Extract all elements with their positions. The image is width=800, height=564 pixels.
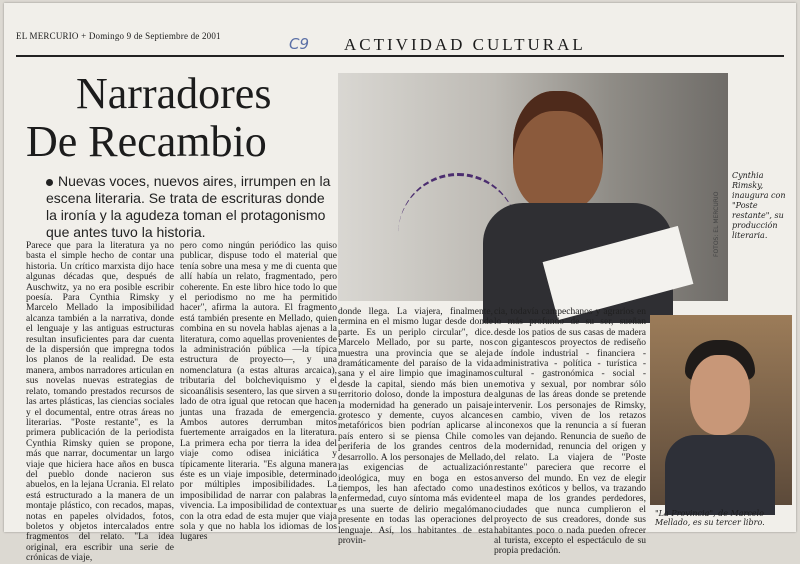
- lead-text: Nuevas voces, nuevos aires, irrumpen en la escena literaria. Se trata de escrituras donde la ironía y la agudeza toman el protagonismo que antes tuvo la historia.: [46, 173, 331, 240]
- body-text-col2: pero como ningún periódico las quiso publicar, dispuse todo el material que tenía sobre una mesa y me di cuenta que allí había un relato, fragmentado, pero coherente. En este libro hice todo lo que el periodismo no me ha permitido hacer", afirma la autora. El fragmento está también presente en Mellado, quien combina en su novela hablas ajenas a la literatura, como aquellas provenientes de la administración pública —la típica estructura de proyecto—, y una nomenclatura (a estas alturas arcaica), tributaria del bolcheviquismo y el sicoanálisis sesentero, las que sirven a su lado de otra igual que retocan que hacen juntas una frazada de emergencia. Ambos autores derrumban mitos fuertemente arraigados en la literatura. La primera echa por tierra la idea del viaje como odisea iniciática y típicamente literaria. "Es alguna manera éste es un viaje imposible, determinado por múltiples imposibilidades. La imposibilidad de narrar con palabras la vivencia. La imposibilidad de contextuar con la otra edad de esta mujer que viaja sola y que no habla los idiomas de los lugares: [180, 241, 337, 543]
- masthead-separator: +: [81, 31, 89, 41]
- masthead-line: [16, 31, 246, 41]
- body-column-2: [180, 241, 337, 543]
- photo-caption-1: Cynthia Rimsky, inaugura con "Poste restante", su producción literaria.: [732, 171, 786, 240]
- body-text-col1: Parece que para la literatura ya no basta el simple hecho de contar una historia. Un crítico marxista dijo hace algunas décadas que, después de Auschwitz, ya no era posible escribir poesía. Para Cynthia Rimsky y Marcelo Mellado la imposibilidad alcanza también a la narrativa, donde el lenguaje y las antiguas estructuras resultan insuficientes para dar cuenta de la dispersión que impregna todos los planos de la realidad. De esta manera, ambos narradores articulan en sus novelas nuevas estrategias de relato, tomando prestados recursos de las artes plásticas, las ciencias sociales y el documental, entre otras áreas no literarias. "Poste restante", es la primera publicación de la periodista Cynthia Rimsky quien se propone, más que narrar, documentar un largo viaje que hiciera hace años en busca del pueblo donde nacieron sus abuelos, en la lejana Ucrania. El relato está estructurado a la manera de un montaje plástico, con recados, mapas, notas en papeles olvidados, fotos, boletos y objetos intercalados entre fragmentos del relato. "La idea original, era escribir una serie de crónicas de viaje,: [26, 241, 174, 564]
- bullet-icon: [46, 179, 53, 186]
- body-text-col4: cia, todavía campechanos y agrarios en lo más profundo de su ser, sueñan desde los patios de sus casas de madera con gigantescos proyectos de rediseño de índole industrial - financiera - administrativa - política - turística - cultural - gastronómica - social - emotiva y sexual, por nombrar sólo algunas de las áreas donde se pretende intervenir. Los personajes de Rimsky, en cambio, viven de los retazos inconexos que la renuncia a sí fueran les van dejando. Renuncia de sueño de la modernidad, renuncia del origen y del relato. La viajera de "Poste restante" pareciera que recorre el anverso del mundo. En vez de elegir destinos exóticos y bellos, va trazando el mapa de los grandes perdedores, ciudades que nunca cumplieron el proyecto de sus creadores, donde sus habitantes poco o nada pueden ofrecer al turista, excepto el espectáculo de su propia predación.: [494, 307, 646, 557]
- photo-credit: FOTOS: EL MERCURIO: [713, 191, 720, 257]
- portrait-shirt: [665, 435, 775, 515]
- photo-marcelo-mellado: [650, 315, 792, 505]
- photo-cynthia-rimsky: [338, 73, 728, 301]
- newspaper-page: [4, 3, 796, 564]
- body-column-1: [26, 241, 174, 564]
- issue-date: Domingo 9 de Septiembre de 2001: [88, 31, 221, 41]
- portrait-face: [513, 91, 603, 211]
- section-title: ACTIVIDAD CULTURAL: [344, 35, 586, 54]
- title-line-2: De Recambio: [26, 117, 267, 166]
- masthead: EL MERCURIO: [16, 31, 79, 41]
- body-column-3: [338, 307, 493, 546]
- title-line-1: Narradores: [76, 69, 272, 118]
- page-code: C9: [289, 35, 310, 53]
- portrait-face-2: [690, 355, 750, 435]
- body-text-col3: donde llega. La viajera, finalmente, termina en el mismo lugar desde donde parte. Es un periplo circular", dice. Marcelo Mellado, por su parte, nos muestra una provincia que se aleja dramáticamente del paraíso de la vida sana y el aire limpio que imaginamos desde la capital, siendo más bien un territorio doloso, donde la impostura de la modernidad ha generado un paisaje grotesco y demente, cuyos alcances metafóricos bien podrían aplicarse al país entero si se piensa Chile como periferia de los grandes centros de desarrollo. A los personajes de Mellado, las exigencias de actualización ideológica, muy en boga en estos tiempos, les han afectado como una enfermedad, cuyo síntoma más evidente es una suerte de delirio megalómano presente en todas las operaciones del lenguaje. Así, los habitantes de esta provin-: [338, 307, 493, 546]
- article-lead: [46, 173, 336, 241]
- photo-caption-2: "La Provincia", de Marcelo Mellado, es su tercer libro.: [655, 509, 765, 527]
- article-title: [26, 70, 336, 166]
- header-rule: [16, 55, 784, 57]
- body-column-4: [494, 307, 646, 557]
